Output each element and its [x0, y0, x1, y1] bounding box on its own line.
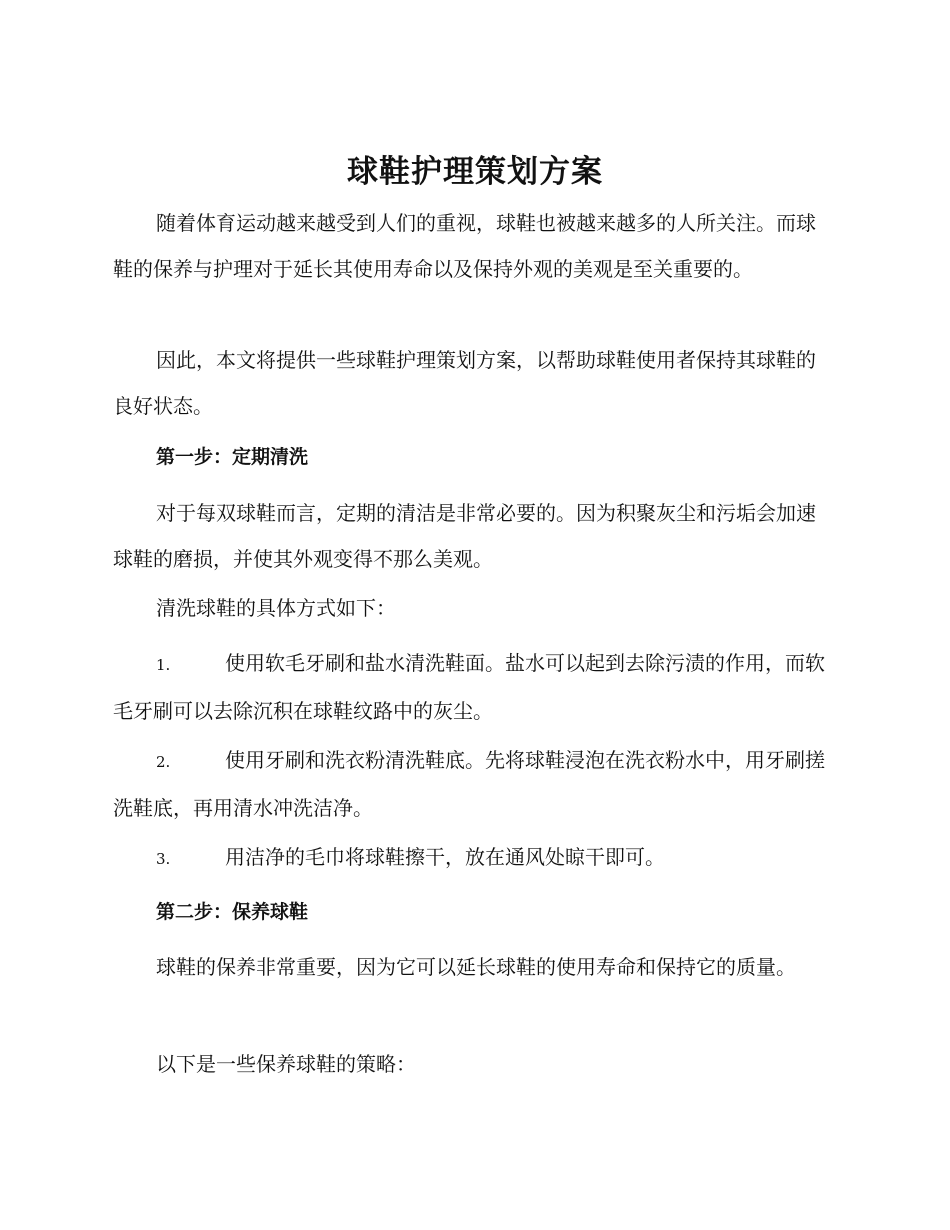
intro-paragraph: 随着体育运动越来越受到人们的重视，球鞋也被越来越多的人所关注。而球鞋的保养与护理对于延长其使用寿命以及保持外观的美观是至关重要的。 [113, 211, 816, 281]
list-number: 3. [156, 850, 171, 868]
step2-strategies-intro: 以下是一些保养球鞋的策略： [156, 1052, 416, 1076]
step1-heading: 第一步：定期清洗 [156, 446, 309, 468]
step2-heading: 第二步：保养球鞋 [156, 901, 309, 923]
list-item-text: 使用牙刷和洗衣粉清洗鞋底。先将球鞋浸泡在洗衣粉水中，用牙刷搓洗鞋底，再用清水冲洗洁净。 [113, 748, 825, 820]
list-item [113, 737, 835, 831]
list-item-text: 使用软毛牙刷和盐水清洗鞋面。盐水可以起到去除污渍的作用，而软毛牙刷可以去除沉积在球鞋纹路中的灰尘。 [113, 651, 825, 723]
list-item [113, 834, 835, 882]
purpose-paragraph: 因此，本文将提供一些球鞋护理策划方案，以帮助球鞋使用者保持其球鞋的良好状态。 [113, 348, 816, 418]
step2-body-paragraph: 球鞋的保养非常重要，因为它可以延长球鞋的使用寿命和保持它的质量。 [156, 955, 796, 979]
document-title: 球鞋护理策划方案 [347, 154, 603, 190]
list-item [113, 640, 835, 734]
step1-body-paragraph: 对于每双球鞋而言，定期的清洁是非常必要的。因为积聚灰尘和污垢会加速球鞋的磨损，并使其外观变得不那么美观。 [113, 501, 816, 571]
list-number: 2. [156, 753, 171, 771]
step1-methods-intro: 清洗球鞋的具体方式如下： [156, 596, 396, 620]
list-number: 1. [156, 656, 171, 674]
list-item-text: 用洁净的毛巾将球鞋擦干，放在通风处晾干即可。 [225, 845, 665, 869]
